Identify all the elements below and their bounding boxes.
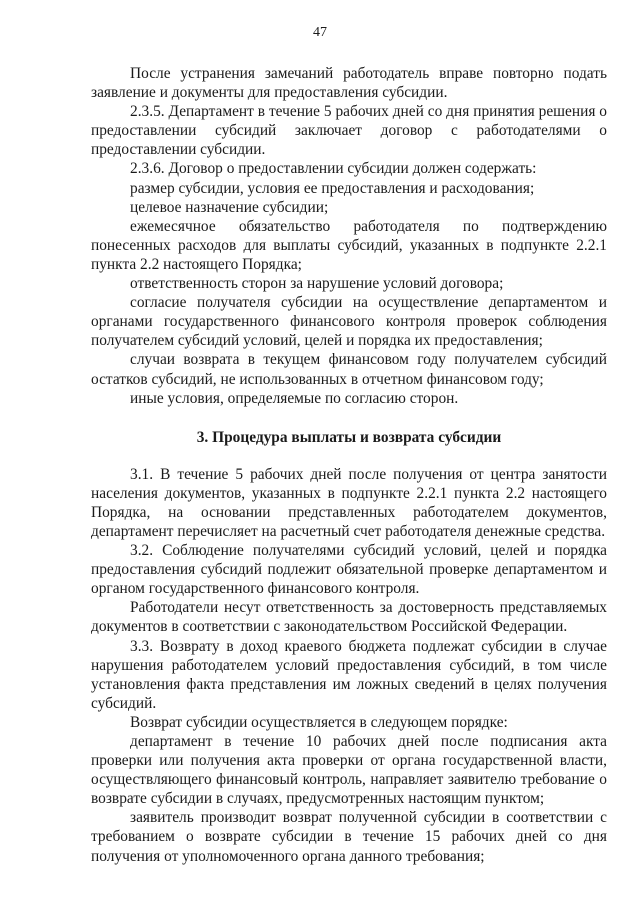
paragraph: департамент в течение 10 рабочих дней после подписания акта проверки или получения акта проверки от органа государственной власти, осуществляющего финансовый контроль, направляет заявителю требование о возврате субсидии в случаях, предусмотренных настоящим пунктом; xyxy=(91,733,607,808)
section-heading: 3. Процедура выплаты и возврата субсидии xyxy=(196,428,502,446)
paragraph: 3.3. Возврату в доход краевого бюджета подлежат субсидии в случае нарушения работодателем условий предоставления субсидий, в том числе установления факта представления им ложных сведений в целях получения субсидий. xyxy=(91,637,607,712)
paragraph: случаи возврата в текущем финансовом году получателем субсидий остатков субсидий, не использованных в отчетном финансовом году; xyxy=(91,351,607,388)
document-body xyxy=(91,64,607,866)
paragraph: 3.2. Соблюдение получателями субсидий условий, целей и порядка предоставления субсидий подлежит обязательной проверке департаментом и органом государственного финансового контроля. xyxy=(91,542,607,598)
paragraph: иные условия, определяемые по согласию сторон. xyxy=(130,389,459,407)
paragraph: размер субсидии, условия ее предоставления и расходования; xyxy=(130,179,535,197)
paragraph: согласие получателя субсидии на осуществление департаментом и органами государственного финансового контроля проверок соблюдения получателем субсидий условий, целей и порядка их предоставления; xyxy=(91,294,607,350)
paragraph: 2.3.6. Договор о предоставлении субсидии должен содержать: xyxy=(130,160,537,178)
paragraph: 3.1. В течение 5 рабочих дней после получения от центра занятости населения документов, указанных в подпункте 2.2.1 пункта 2.2 настоящего Порядка, на основании представленных работодателем документов, департамент перечисляет на расчетный счет работодателя денежные средства. xyxy=(91,465,607,540)
paragraph: Возврат субсидии осуществляется в следующем порядке: xyxy=(130,713,508,731)
page-number: 47 xyxy=(313,25,327,40)
paragraph: После устранения замечаний работодатель вправе повторно подать заявление и документы для предоставления субсидии. xyxy=(91,65,607,102)
paragraph: целевое назначение субсидии; xyxy=(130,198,329,216)
paragraph: Работодатели несут ответственность за достоверность представляемых документов в соответствии с законодательством Российской Федерации. xyxy=(91,599,607,636)
paragraph: 2.3.5. Департамент в течение 5 рабочих дней со дня принятия решения о предоставлении субсидий заключает договор с работодателями о предоставлении субсидии. xyxy=(91,103,607,159)
paragraph: ответственность сторон за нарушение условий договора; xyxy=(130,275,504,293)
paragraph: заявитель производит возврат полученной субсидии в соответствии с требованием о возврате субсидии в течение 15 рабочих дней со дня получения от уполномоченного органа данного требования; xyxy=(91,809,607,865)
paragraph: ежемесячное обязательство работодателя по подтверждению понесенных расходов для выплаты субсидий, указанных в подпункте 2.2.1 пункта 2.2 настоящего Порядка; xyxy=(91,217,607,273)
